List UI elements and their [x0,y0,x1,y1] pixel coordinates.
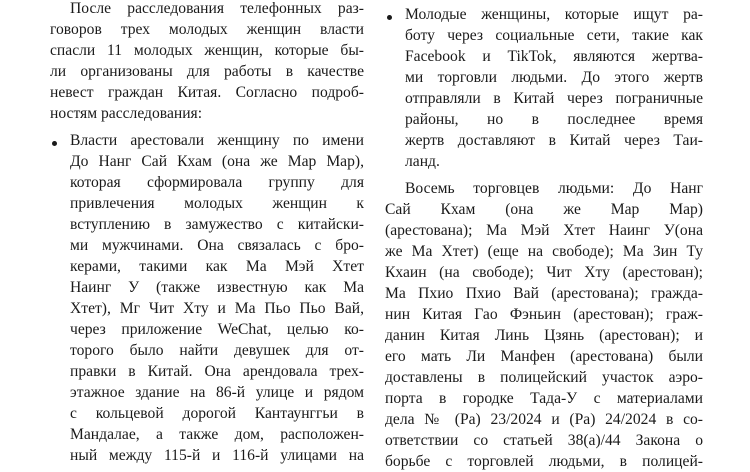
column-gutter [374,0,375,460]
right-paragraph-line: Сай Кхам (она же Мар Мар) [385,201,703,218]
left-bullet-line: с кольцевой дорогой Кантаунггьи в [70,405,364,422]
left-bullet-line: Мандалае, а также дом, расположен- [70,426,364,443]
right-paragraph-line: Ма Пхио Пхио Вай (арестована); гражда- [385,285,703,302]
left-bullet-line: Хтет), Мг Чит Хту и Ма Пьо Пьо Вай, [70,300,364,317]
left-bullet-line: привлечения молодых женщин к [70,195,364,212]
right-paragraph-line: дела № (Ра) 23/2024 и (Ра) 24/2024 в со- [385,411,703,428]
right-bullet-line: ланд. [405,153,440,170]
left-paragraph-line: ностям расследования: [50,105,203,122]
left-paragraph-line: невест граждан Китая. Согласно подроб- [50,84,364,101]
right-paragraph-line: данин Китая Линь Цзянь (арестован); и [385,327,703,344]
right-bullet-line: ми торговли людьми. До этого жертв [405,69,703,86]
right-bullet-line: Молодые женщины, которые ищут ра- [405,6,703,23]
right-bullet-line: боту через социальные сети, такие как [405,27,703,44]
left-bullet-line: вступлению в замужество с китайски- [70,216,364,233]
right-paragraph-line: ответствии со статьей 38(а)/44 Закона о [385,432,703,449]
left-bullet-line: Власти арестовали женщину по имени [70,132,364,149]
right-paragraph-line: нин Китая Гао Фэньин (арестован); граж- [385,306,703,323]
right-bullet-line: Facebook и TikTok, являются жертва- [405,48,703,65]
left-paragraph-line: После расследования телефонных раз- [70,0,364,17]
left-bullet-line: До Нанг Сай Кхам (она же Мар Мар), [70,153,364,170]
right-paragraph-line: же Ма Хтет) (еще на свободе); Ма Зин Ту [385,243,703,260]
right-paragraph-line: Кхаин (на свободе); Чит Хту (арестован); [385,264,703,281]
right-bullet-line: отправляли в Китай через пограничные [405,90,703,107]
bullet-icon [52,141,57,146]
left-bullet-line: Наинг У (также известную как Ма [70,279,364,296]
left-paragraph-line: ли организованы для работы в качестве [50,63,364,80]
right-paragraph-line: доставлены в полицейский участок аэро- [385,369,703,386]
right-paragraph-line: порта в городке Тада-У с материалами [385,390,703,407]
left-bullet-line: которая сформировала группу для [70,174,364,191]
left-paragraph-line: спасли 11 молодых женщин, которые бы- [50,42,364,59]
left-bullet-line: ный между 115-й и 116-й улицами на [70,447,364,464]
bullet-icon [387,15,392,20]
right-bullet-line: районы, но в последнее время [405,111,703,128]
left-bullet-line: правки в Китай. Она арендовала трех- [70,363,364,380]
left-paragraph-line: говоров трех молодых женщин власти [50,21,364,38]
left-bullet-line: этажное здание на 86-й улице и рядом [70,384,364,401]
right-paragraph-line: его мать Ли Манфен (арестована) были [385,348,703,365]
left-bullet-line: ми мужчинами. Она связалась с бро- [70,237,364,254]
right-paragraph-line: (арестована); Ма Мэй Хтет Наинг У(она [385,222,703,239]
right-bullet-line: жертв доставляют в Китай через Таи- [405,132,703,149]
right-paragraph-line: Восемь торговцев людьми: До Нанг [405,180,703,197]
right-paragraph-line: борьбе с торговлей людьми, в полицей- [385,453,703,470]
left-bullet-line: через приложение WeChat, целью ко- [70,321,364,338]
left-bullet-line: торого было найти девушек для от- [70,342,364,359]
left-bullet-line: керами, такими как Ма Мэй Хтет [70,258,364,275]
